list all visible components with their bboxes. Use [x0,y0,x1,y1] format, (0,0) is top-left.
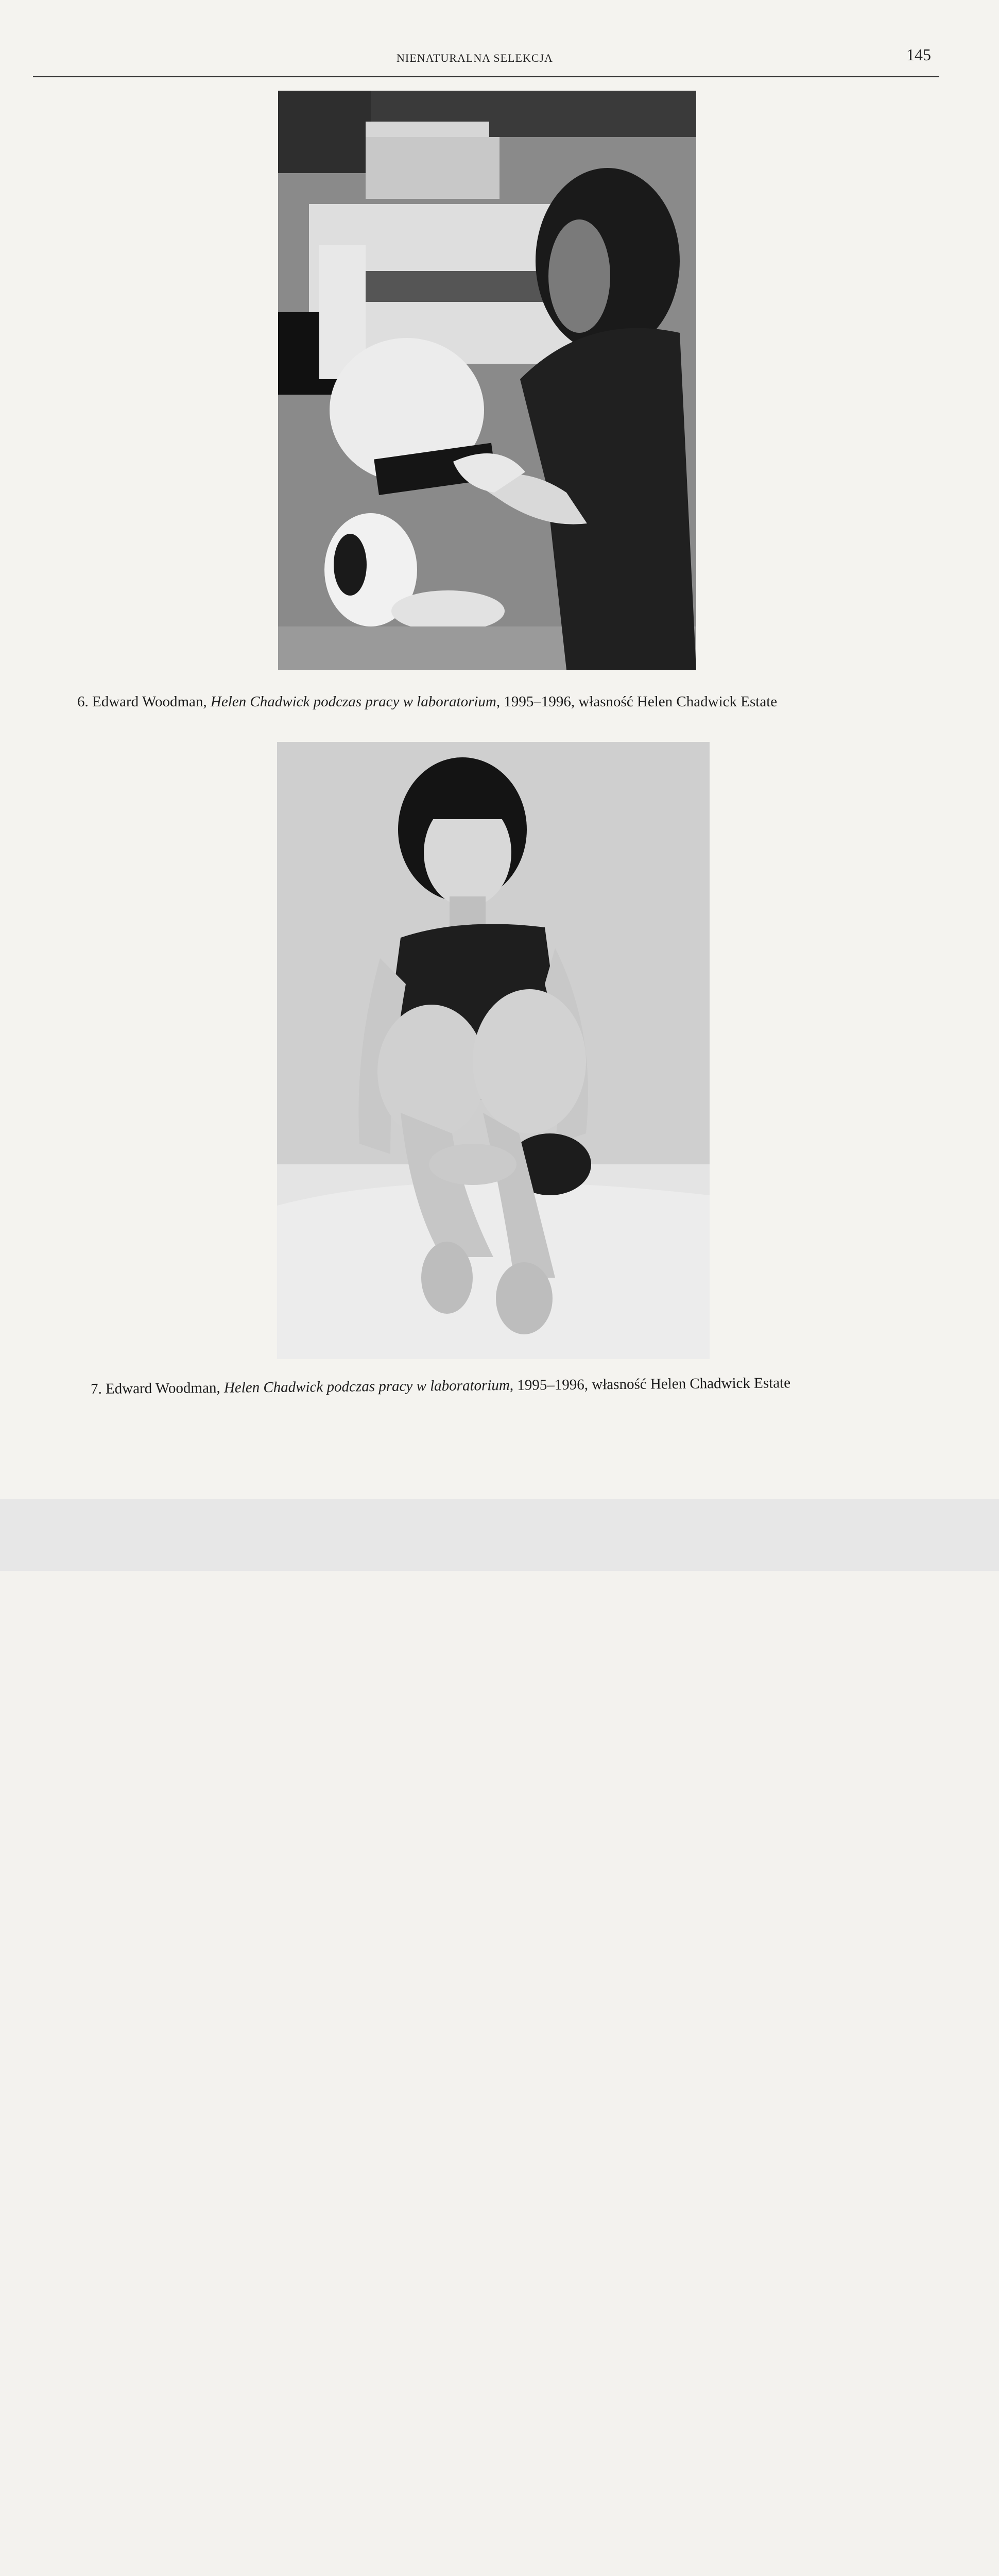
figure-6-illustration [278,91,696,670]
figure-6-caption [77,693,777,710]
library-footer [0,1499,999,1571]
figure-7-caption-title: Helen Chadwick podczas pracy w laboratorium [223,1377,510,1396]
figure-7-photo [277,742,710,1359]
figure-6-caption-prefix: 6. Edward Woodman, [77,693,211,710]
figure-6-caption-suffix: , 1995–1996, własność Helen Chadwick Estate [496,693,778,710]
running-header: NIENATURALNA SELEKCJA [397,52,553,64]
figure-7-caption-prefix: 7. Edward Woodman, [90,1379,225,1397]
figure-7-caption [91,1375,790,1398]
figure-7-caption-suffix: , 1995–1996, własność Helen Chadwick Estate [509,1375,791,1394]
page-number: 145 [906,45,931,64]
figure-6-caption-title: Helen Chadwick podczas pracy w laboratorium [210,693,496,710]
figure-6-photo [278,91,696,670]
header-rule [33,76,939,77]
figure-7-illustration [277,742,710,1359]
